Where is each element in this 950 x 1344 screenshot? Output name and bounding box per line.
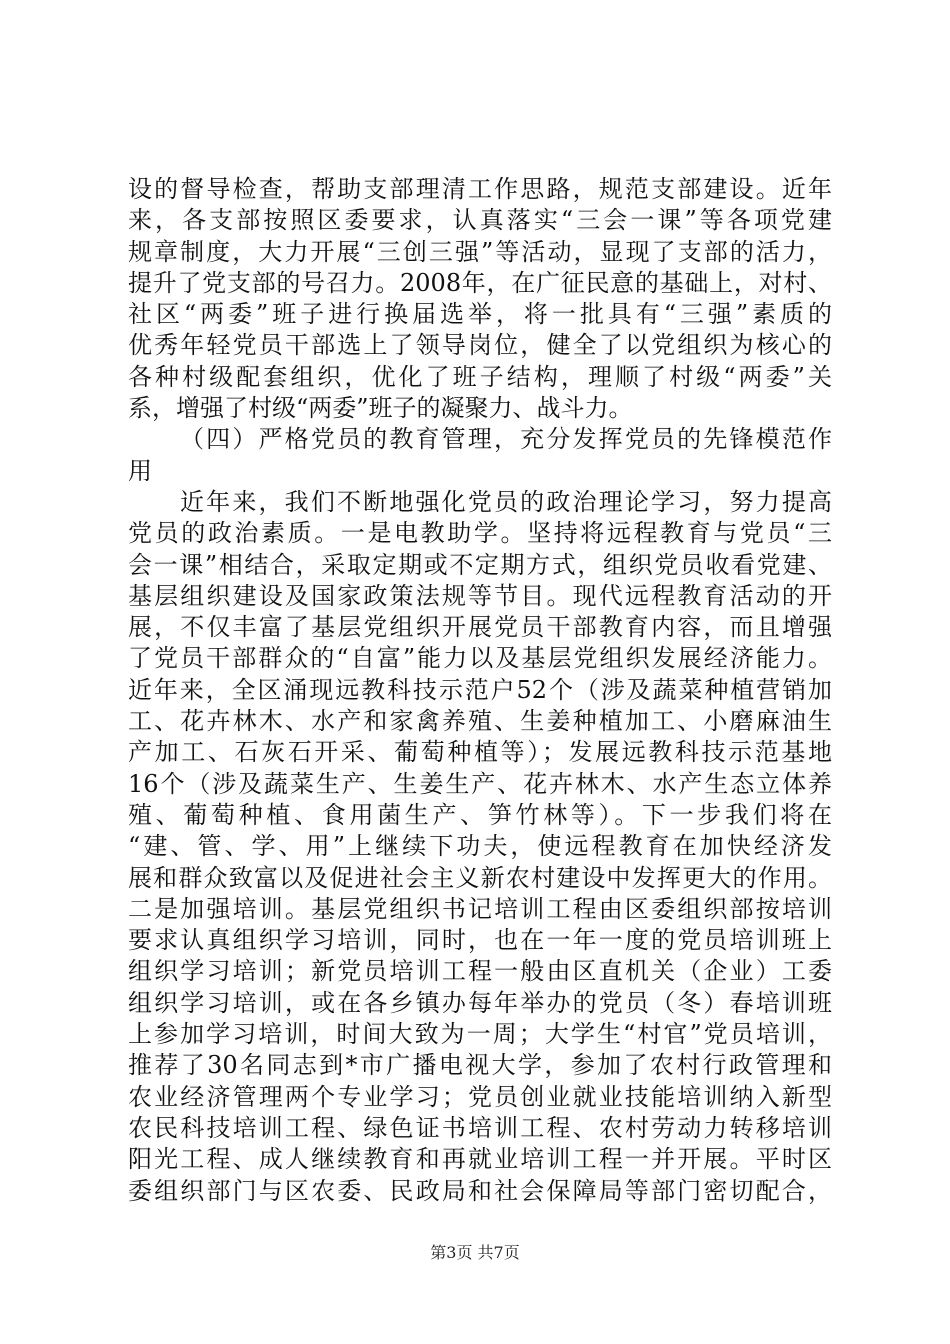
text-line: 16个（涉及蔬菜生产、生姜生产、花卉林木、水产生态立体养 <box>128 769 832 798</box>
text-line: 会一课”相结合，采取定期或不定期方式，组织党员收看党建、 <box>128 550 832 579</box>
text-line: 优秀年轻党员干部选上了领导岗位，健全了以党组织为核心的 <box>128 331 832 360</box>
text-line: 产加工、石灰石开采、葡萄种植等）；发展远教科技示范基地 <box>128 738 832 767</box>
text-line: 设的督导检查，帮助支部理清工作思路，规范支部建设。近年 <box>128 175 832 203</box>
text-line: 近年来，全区涌现远教科技示范户52个（涉及蔬菜种植营销加 <box>128 675 832 704</box>
text-line: 各种村级配套组织，优化了班子结构，理顺了村级“两委”关 <box>128 362 832 391</box>
text-line: 提升了党支部的号召力。2008年，在广征民意的基础上，对村、 <box>128 268 832 297</box>
text-line: 系，增强了村级“两委”班子的凝聚力、战斗力。 <box>128 394 633 423</box>
text-line: 二是加强培训。基层党组织书记培训工程由区委组织部按培训 <box>128 894 832 923</box>
text-line: 农业经济管理两个专业学习；党员创业就业技能培训纳入新型 <box>128 1082 832 1111</box>
text-line: 殖、葡萄种植、食用菌生产、笋竹林等）。下一步我们将在 <box>128 800 832 829</box>
text-line: 展和群众致富以及促进社会主义新农村建设中发挥更大的作用。 <box>128 863 832 892</box>
page-number: 第3页 共7页 <box>430 1243 520 1262</box>
text-line: 要求认真组织学习培训，同时，也在一年一度的党员培训班上 <box>128 926 832 955</box>
text-line: 阳光工程、成人继续教育和再就业培训工程一并开展。平时区 <box>128 1145 832 1174</box>
document-body <box>128 174 832 1207</box>
text-line: 来，各支部按照区委要求，认真落实“三会一课”等各项党建 <box>128 206 832 235</box>
text-line: 展，不仅丰富了基层党组织开展党员干部教育内容，而且增强 <box>128 613 832 642</box>
paragraph-start: 近年来，我们不断地强化党员的政治理论学习，努力提高 <box>180 487 832 516</box>
text-line: 党员的政治素质。一是电教助学。坚持将远程教育与党员“三 <box>128 519 832 548</box>
text-line: 组织学习培训；新党员培训工程一般由区直机关（企业）工委 <box>128 957 832 986</box>
text-line: 农民科技培训工程、绿色证书培训工程、农村劳动力转移培训 <box>128 1113 832 1142</box>
page-footer <box>0 1243 950 1263</box>
text-line: 基层组织建设及国家政策法规等节目。现代远程教育活动的开 <box>128 581 832 610</box>
text-line: 工、花卉林木、水产和家禽养殖、生姜种植加工、小磨麻油生 <box>128 707 832 736</box>
text-line: 了党员干部群众的“自富”能力以及基层党组织发展经济能力。 <box>128 644 832 673</box>
text-line: 推荐了30名同志到*市广播电视大学，参加了农村行政管理和 <box>128 1051 832 1080</box>
text-line: 社区“两委”班子进行换届选举，将一批具有“三强”素质的 <box>128 300 832 329</box>
section-heading: （四）严格党员的教育管理，充分发挥党员的先锋模范作 <box>180 425 832 454</box>
text-line: 规章制度，大力开展“三创三强”等活动，显现了支部的活力， <box>128 237 832 266</box>
text-line: 上参加学习培训，时间大致为一周；大学生“村官”党员培训， <box>128 1020 832 1049</box>
text-line: “建、管、学、用”上继续下功夫，使远程教育在加快经济发 <box>128 832 832 861</box>
section-heading-continued: 用 <box>128 456 152 485</box>
text-line: 组织学习培训，或在各乡镇办每年举办的党员（冬）春培训班 <box>128 988 832 1017</box>
text-line: 委组织部门与区农委、民政局和社会保障局等部门密切配合， <box>128 1176 832 1205</box>
